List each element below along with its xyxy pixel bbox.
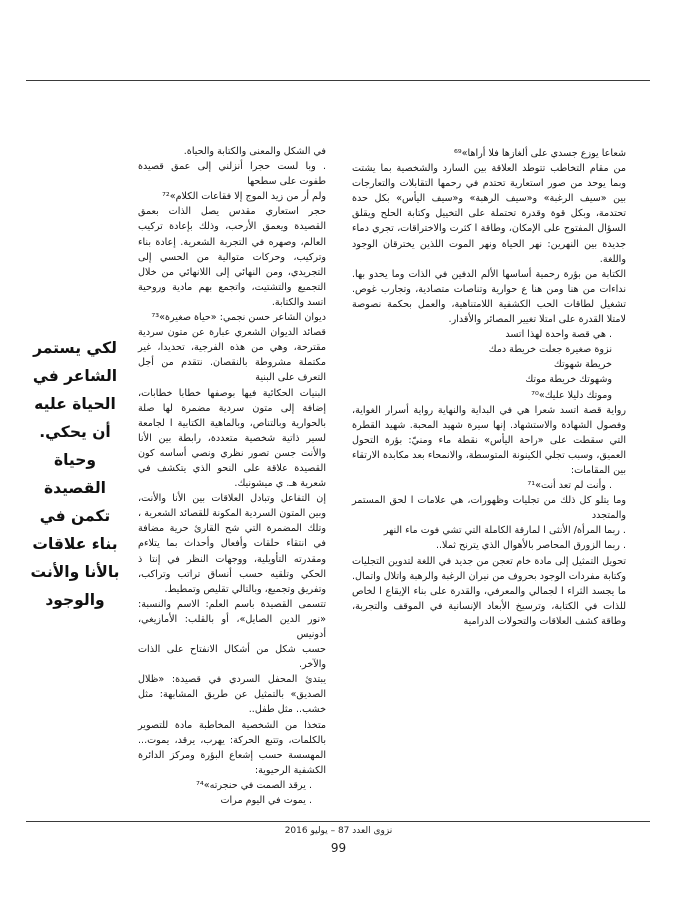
paragraph: . هي قصة واحدة لهذا اتسد [505, 329, 612, 341]
paragraph: . وبا لست حجرا أنزلني إلى عمق قصيدة طفوت على سطحها [138, 161, 326, 188]
paragraph: من مقام التخاطب تتوطد العلاقة بين السارد والشخصية بما يشتت وبما يوحد من صور استعارية تحتدم في رحمها التقابلات والتعارجات بين «سيف الرغبة» و«سيف الرهبة» و«سيف اليأس» بكل حدة تحتدمة، وبكل قوة وقدرة تحتملة على التخييل وكتابة الحلح ويقلق السؤال المفتوح على الإمكان، وطاقة ا كثرت والاختراقات، تجري دماء جديدة بين النهرين: نهر الحياة ونهر الموت اللذين يخترقان الوجود واللغة. [352, 163, 626, 265]
paragraph: . ربما الزورق المحاصر بالأهوال الذي يترنح ثملا.. [435, 540, 626, 552]
paragraph: تتسمى القصيدة باسم العلم: الاسم والنسبة: «نور الدين الصايل»، أو بالقلب: الأمازيغي، أدونيس [138, 598, 326, 640]
pull-quote-line: وحياة [53, 451, 97, 469]
pull-quote-line: بناء علاقات [32, 535, 118, 553]
paragraph: رواية قصة اتسد شعرا هي في البداية والنهاية رواية أسرار الغواية، وفصول الشهادة والاستشهاد. إنها سيرة شهيد المحبة. شهيد القطرة التي سقطت على «راحة اليأس» نقطة ماء ومنيّ: بؤرة التحول العميق، وسبب تجلي الكينونة المتوسطة، والانمحاء بعد مكابدة الارتقاء بين المقامات: [352, 404, 626, 476]
paragraph: الكتابة من بؤرة رحمية أساسها الألم الدفين في الذات وما يحدو بها. نداءات من هنا ومن هنا ع حوارية وتناصات متصادية، وتجارب غوص. تشغيل لطاقات الحب الكشفية اللامتناهية، والعمل بحكمة نصوصة لامتلا القدرة على امتلا تغيير المصائر والأقدار. [352, 268, 626, 326]
pull-quote-line: القصيدة [44, 479, 106, 497]
paragraph: حجر استعاري مقدس يصل الذات بعمق القصيدة ويعمق الأرحب، وذلك بإعادة تركيب العالم، وصهره في التجربة الشعرية. إعادة بناء وتركيب، وحركات متوالية من الحسي إلى التجريدي، ومن النهائي إلى اللانهائي من خلال التجميع والتشتيت، واتجمع بهم مادية وروحية اتسد والكتابة. [138, 206, 326, 308]
paragraph: خريطة شهوتك [553, 359, 612, 371]
issue-footer: نزوى العدد 87 – يوليو 2016 [284, 826, 393, 836]
paragraph: وما يتلو كل ذلك من تجليات وظهورات، هي علامات ا لحق المستمر والمتجدد [352, 495, 626, 522]
pull-quote [22, 334, 128, 614]
paragraph: نزوة صغيرة جعلت خريطة دمك [488, 344, 612, 356]
paragraph: إن التفاعل وتبادل العلاقات بين الأنا والأنت، وبين المتون السردية المكونة للقصائد الشعرية ، وتلك المضمرة التي شح القارئ حرية مضافة في انتقاء حلقات وأفعال وأحداث بما يتلاءم ومقدرته التأويلية، ووجهات النظر في إنتا ذ الحكي وتلقيه حسب أنساق تراتب وتراكب، وتفريق وتجميع، وبالتالي تقليص وتمطيط. [138, 493, 326, 595]
page-number: 99 [330, 841, 347, 855]
paragraph: ولم أر من زيد الموج إلا فقاعات الكلام»⁷² [162, 191, 326, 203]
bottom-rule [26, 821, 650, 822]
pull-quote-line: أن يحكي. [39, 423, 111, 441]
paragraph: شعاعا يوزع جسدي على ألغازها فلا أراها»⁶⁹ [453, 148, 626, 159]
pull-quote-line: تكمن في [39, 507, 111, 525]
paragraph: . يرقد الصمت في حنجرته»⁷⁴ [196, 779, 312, 791]
article-column-right [352, 146, 626, 629]
pull-quote-line: والوجود [45, 591, 105, 609]
paragraph: متخذا من الشخصية المخاطبة مادة للتصوير بالكلمات، وتتبع الحركة: يهرب، يرقد، يموت... المهسسة حسب إشعاع البؤرة ومركز الدائرة الكشفية الرحيوية: [138, 719, 326, 776]
paragraph: ديوان الشاعر حسن نجمي: «حياة صغيرة»⁷³ [151, 312, 326, 324]
paragraph: . ربما المرأة/ الأنثى ا لمارقة الكاملة التي تشي فوت ماء النهر [383, 525, 626, 537]
article-column-left [138, 144, 326, 808]
paragraph: قصائد الديوان الشعري عبارة عن متون سردية مقترحة، وهي من هذه الفرجية، تحديدا، غير مكتملة مشروطة بالنقصان. نتقدم من أجل التعرف على البنية [138, 327, 326, 384]
paragraph: حسب شكل من أشكال الانفتاح على الذات والآخر. [138, 644, 326, 671]
paragraph: تحويل التمثيل إلى مادة خام تعجن من جديد في اللغة لتدوين التجليات وكتابة مفردات الوجود بحروف من نيران الرغبة والرهبة واتلال واتمال. ما يجسد الثراء ا لجمالي والمعرفي، والقدرة على بناء الإيقاع ا لخاص للذات في الكتابة، وترسيخ الأبعاد الإنسانية في الموقف والتجربة، وطاقة كشف العلاقات والتحولات الدرامية [352, 555, 626, 627]
paragraph: . وأنت لم تعد أنت»⁷¹ [527, 480, 612, 492]
pull-quote-line: بالأنا والأنت [30, 563, 120, 581]
paragraph: . يموت في اليوم مرات [220, 795, 312, 807]
paragraph: يبتدئ المحفل السردي في قصيدة: «ظلال الصديق» بالتمثيل عن طريق المشابهة: مثل خشب.. مثل طفل.. [138, 674, 326, 716]
top-rule [26, 80, 650, 81]
paragraph: في الشكل والمعنى والكتابة والحياة. [183, 146, 326, 157]
pull-quote-line: الحياة عليه [34, 395, 116, 413]
pull-quote-line: الشاعر في [32, 367, 118, 385]
paragraph: وموتك دليلا عليك»⁷⁰ [531, 389, 612, 401]
paragraph: البنيات الحكائية فيها بوصفها خطابا خطابات، إضافة إلى متون سردية مضمرة لها صلة بالحوارية وبالتناص، وبالماهية الكتابية ا لجامعة لسير ذاتية شخصية متعددة، رابطة بين الأنا والأنت جسن تصور نظري ونصي أساسه كون القصيدة علاقة على النحو الذي يتكشف في شعرية هـ. ي ميشونيك. [138, 387, 326, 490]
pull-quote-line: لكي يستمر [33, 339, 117, 357]
paragraph: وشهوتك خريطة موتك [525, 374, 612, 386]
